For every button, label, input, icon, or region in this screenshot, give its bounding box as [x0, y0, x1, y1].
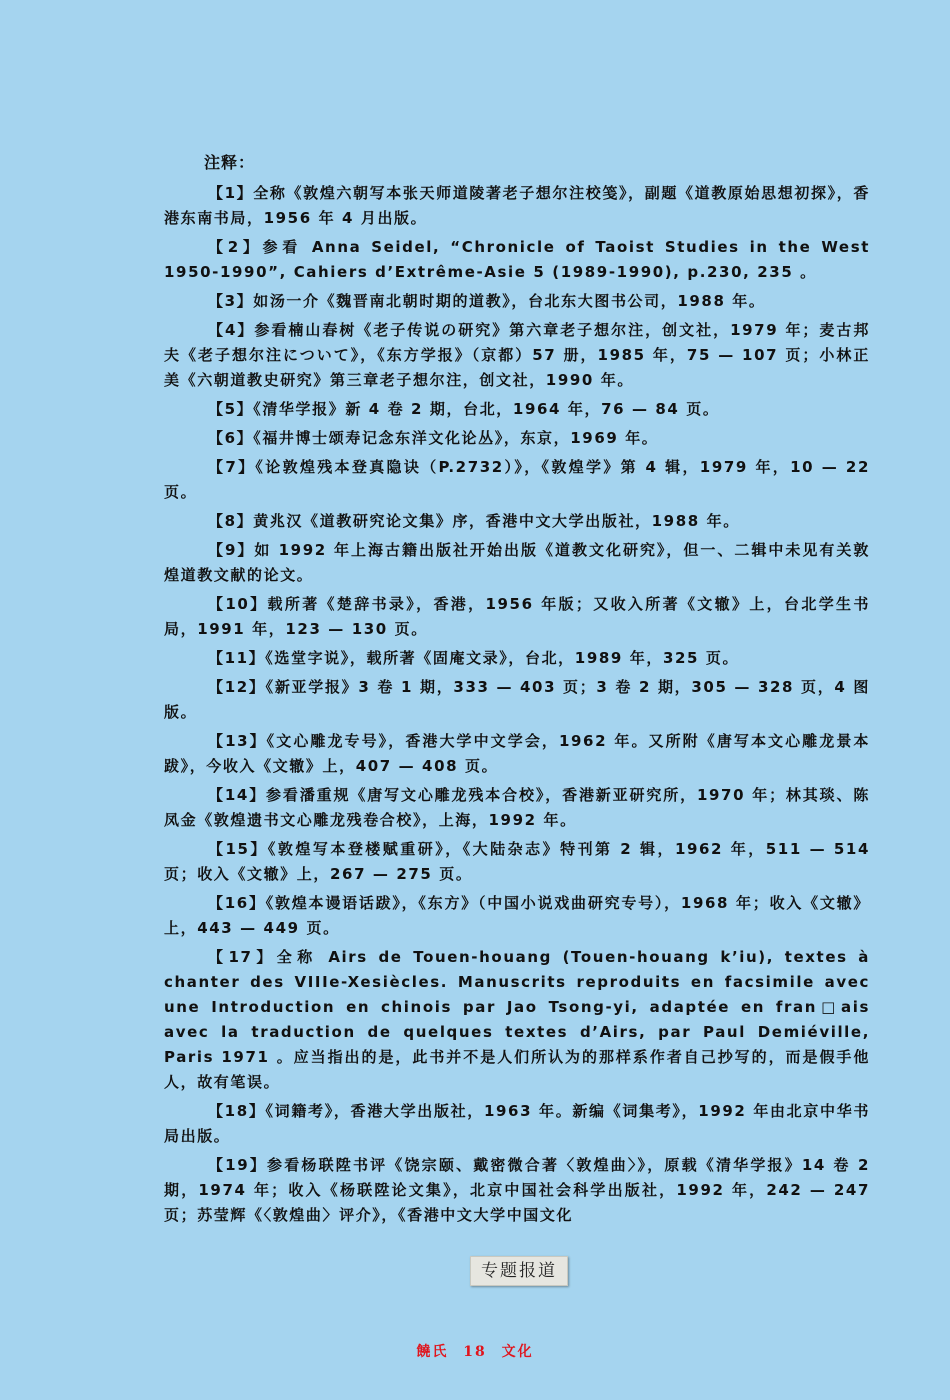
- note-3: 【3】如汤一介《魏晋南北朝时期的道教》，台北东大图书公司，1988 年。: [208, 292, 766, 310]
- note-10: 【10】载所著《楚辞书录》，香港，1956 年版；又收入所著《文辙》上，台北学生书局，1991 年，123 — 130 页。: [164, 595, 870, 638]
- page-footer: [0, 1341, 950, 1361]
- section-tag: 专题报道: [470, 1256, 568, 1286]
- note-18: 【18】《词籍考》，香港大学出版社，1963 年。新编《词集考》，1992 年由北京中华书局出版。: [164, 1102, 870, 1145]
- note-11: 【11】《选堂字说》，载所著《固庵文录》，台北，1989 年，325 页。: [208, 649, 740, 667]
- note-12: 【12】《新亚学报》3 卷 1 期，333 — 403 页；3 卷 2 期，305 — 328 页，4 图版。: [164, 678, 870, 721]
- note-1: 【1】全称《敦煌六朝写本张天师道陵著老子想尔注校笺》，副题《道教原始思想初探》，香港东南书局，1956 年 4 月出版。: [164, 184, 870, 227]
- note-14: 【14】参看潘重规《唐写文心雕龙残本合校》，香港新亚研究所，1970 年；林其琰、陈凤金《敦煌遗书文心雕龙残卷合校》，上海，1992 年。: [164, 786, 870, 829]
- footer-journal-left: 饒氏: [416, 1344, 449, 1360]
- note-13: 【13】《文心雕龙专号》，香港大学中文学会，1962 年。又所附《唐写本文心雕龙景本跋》，今收入《文辙》上，407 — 408 页。: [164, 732, 870, 775]
- footer-journal-right: 文化: [501, 1344, 534, 1360]
- note-7: 【7】《论敦煌残本登真隐诀（P.2732）》，《敦煌学》第 4 辑，1979 年，10 — 22 页。: [164, 458, 870, 501]
- note-16: 【16】《敦煌本谩语话跋》，《东方》（中国小说戏曲研究专号），1968 年；收入《文辙》上，443 — 449 页。: [164, 894, 870, 937]
- note-4: 【4】参看楠山春树《老子传说の研究》第六章老子想尔注，创文社，1979 年；麦古邦夫《老子想尔注について》，《东方学报》（京都）57 册，1985 年，75 — 107 页；小林正美《六朝道教史研究》第三章老子想尔注，创文社，1990 年。: [164, 321, 870, 389]
- note-8: 【8】黄兆汉《道教研究论文集》序，香港中文大学出版社，1988 年。: [208, 512, 740, 530]
- note-9: 【9】如 1992 年上海古籍出版社开始出版《道教文化研究》，但一、二辑中未见有关敦煌道教文献的论文。: [164, 541, 870, 584]
- page-number: 18: [463, 1344, 487, 1360]
- notes-section: [164, 150, 870, 1232]
- note-5: 【5】《清华学报》新 4 卷 2 期，台北，1964 年，76 — 84 页。: [208, 400, 720, 418]
- note-17: 【17】全称 Airs de Touen-houang (Touen-houang k’iu), textes à chanter des VIIIe-Xesiècles. Manuscrits reproduits en facsimile avec une Introduction en chinois par Jao Tsong-yi, adaptée en fran□ais avec la traduction de quelques textes d’Airs, par Paul Demiéville, Paris 1971 。应当指出的是，此书并不是人们所认为的那样系作者自己抄写的，而是假手他人，故有笔误。: [164, 948, 870, 1091]
- note-6: 【6】《福井博士颂寿记念东洋文化论丛》，东京，1969 年。: [208, 429, 659, 447]
- note-19: 【19】参看杨联陞书评《饶宗颐、戴密微合著〈敦煌曲〉》，原载《清华学报》14 卷 2 期，1974 年；收入《杨联陞论文集》，北京中国社会科学出版社，1992 年，242 — 247 页；苏莹辉《〈敦煌曲〉评介》，《香港中文大学中国文化: [164, 1156, 870, 1224]
- notes-heading: 注释：: [204, 153, 256, 172]
- note-2: 【2】参看 Anna Seidel, “Chronicle of Taoist Studies in the West 1950-1990”, Cahiers d’Extrême-Asie 5 (1989-1990), p.230, 235 。: [164, 238, 870, 281]
- note-15: 【15】《敦煌写本登楼赋重研》，《大陆杂志》特刊第 2 辑，1962 年，511 — 514 页；收入《文辙》上，267 — 275 页。: [164, 840, 870, 883]
